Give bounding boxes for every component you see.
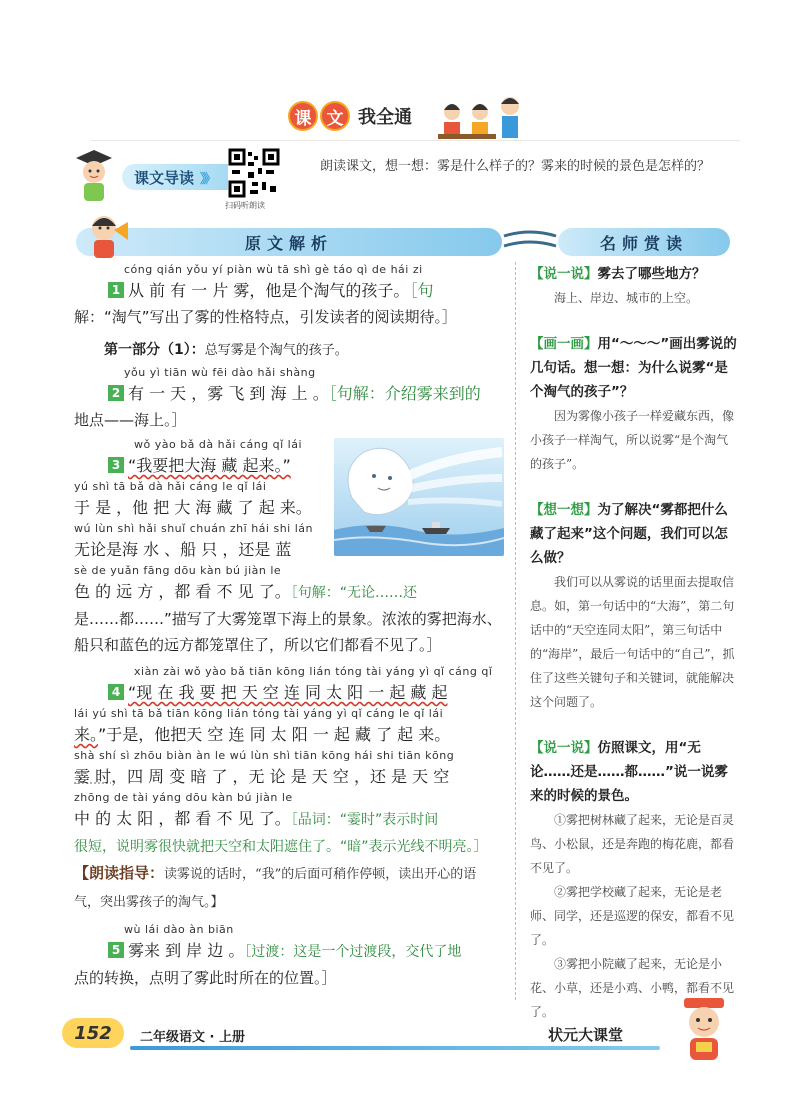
- note-block-3: [530, 498, 738, 714]
- text-line: ，四 周 变 暗 了 ，无 论 是 天 空 ，还 是 天 空: [111, 767, 450, 786]
- annotation: ［句解：“无论……还: [290, 585, 417, 601]
- pinyin-line: cóng qián yǒu yí piàn wù tā shì gè táo qì de hái zi: [124, 263, 423, 276]
- title-text: 我全通: [358, 107, 412, 128]
- fog-illustration: [334, 438, 504, 556]
- pinyin-line: shà shí sì zhōu biàn àn le wú lùn shì tiān kōng hái shi tiān kōng: [74, 749, 455, 762]
- section-left-title: 原文解析: [76, 228, 502, 256]
- book-title: 二年级语文 · 上册: [140, 1030, 245, 1045]
- chevron-right-icon: 》》: [200, 171, 214, 187]
- megaphone-kid-icon: [82, 210, 134, 260]
- note-block-1: [530, 262, 738, 310]
- kids-reading-icon: [438, 94, 528, 142]
- note-question: 仿照课文，用“无论……还是……都……”说一说雾来的时候的景色。: [530, 740, 728, 804]
- paragraph-number: 5: [108, 942, 124, 958]
- brand-name: 状元大课堂: [548, 1026, 624, 1044]
- section-title: [288, 96, 412, 136]
- note-answer: ①雾把树林藏了起来，无论是百灵鸟、小松鼠，还是奔跑的梅花鹿，都看不见了。: [530, 813, 735, 875]
- original-text-column: [74, 262, 502, 991]
- text-line: 来。: [74, 725, 99, 744]
- pinyin-line: yú shì tā bǎ dà hǎi cáng le qǐ lái: [74, 480, 267, 493]
- paragraph-number: 3: [108, 457, 124, 473]
- annotation: ［过渡：这是一个过渡段，交代了地: [244, 944, 462, 960]
- qr-caption: 扫码听朗读: [225, 201, 265, 210]
- note-block-2: [530, 332, 738, 476]
- paragraph-5: [74, 922, 502, 991]
- header-divider: [90, 140, 740, 141]
- note-tag: 【说一说】: [530, 740, 598, 756]
- footer-divider: [130, 1046, 660, 1050]
- page-header: [0, 88, 800, 148]
- note-answer: ③雾把小院藏了起来，无论是小花、小草，还是小鸡、小鸭，都看不见了。: [530, 957, 735, 1019]
- reading-guide-text: 读雾说的话时，“我”的后面可稍作停顿，读出开心的语气，突出雾孩子的淘气。】: [74, 867, 477, 910]
- note-tag: 【想一想】: [530, 502, 598, 518]
- annotation: 是……都……”描写了大雾笼罩下海上的景象。浓浓的雾把海水、船只和蓝色的远方都笼罩住了，所以它们都看不见了。］: [74, 610, 502, 654]
- part-label: 第一部分（1）：: [104, 342, 205, 358]
- note-question: 用“～～～”画出雾说的几句话。想一想：为什么说雾“是个淘气的孩子”？: [530, 336, 737, 400]
- pinyin-line: wú lùn shì hǎi shuǐ chuán zhī hái shi lán: [74, 522, 313, 535]
- part-summary: [74, 336, 502, 365]
- pinyin-line: zhōng de tài yáng dōu kàn bú jiàn le: [74, 791, 293, 804]
- pinyin-line: wù lái dào àn biān: [124, 923, 234, 936]
- text-line: 雾来 到 岸 边 。: [128, 941, 245, 960]
- pinyin-line: xiàn zài wǒ yào bǎ tiān kōng lián tóng tài yáng yì qǐ cáng qǐ: [134, 665, 493, 678]
- pinyin-line: wǒ yào bǎ dà hǎi cáng qǐ lái: [134, 438, 303, 451]
- note-question: 为了解决“雾都把什么藏了起来”这个问题，我们可以怎么做？: [530, 502, 728, 566]
- note-tag: 【画一画】: [530, 336, 598, 352]
- pinyin-line: lái yú shì tā bǎ tiān kōng lián tóng tài yáng yì qǐ cáng le qǐ lái: [74, 707, 444, 720]
- paragraph-1: [74, 262, 502, 330]
- reading-guide-label: 【朗读指导：: [74, 864, 165, 882]
- pinyin-line: sè de yuǎn fāng dōu kàn bú jiàn le: [74, 564, 282, 577]
- graduate-kid-icon: [70, 148, 118, 204]
- annotation: ［品词：“霎时”表示时间: [290, 812, 439, 828]
- annotation: 地点——海上。］: [74, 411, 187, 429]
- text-line: 于 是 ，他 把 大 海 藏 了 起 来。: [74, 498, 312, 517]
- paragraph-2: [74, 365, 502, 433]
- note-answer: 因为雾像小孩子一样爱藏东西，像小孩子一样淘气，所以说雾“是个淘气的孩子”。: [530, 409, 735, 471]
- teacher-notes-column: [530, 262, 738, 1040]
- note-answer: 海上、岸边、城市的上空。: [554, 291, 699, 305]
- section-right-title: 名师赏读: [558, 228, 730, 256]
- paragraph-number: 1: [108, 282, 124, 298]
- text-line: 有 一 天 ，雾 飞 到 海 上 。: [128, 384, 329, 403]
- note-question: 雾去了哪些地方？: [597, 266, 706, 282]
- title-badge-1: 课: [288, 101, 318, 131]
- text-line: ”于是，他把天 空 连 同 太 阳 一 起 藏 了 起 来。: [98, 725, 451, 744]
- text-line: 中 的 太 阳 ，都 看 不 见 了。: [74, 809, 291, 828]
- note-answer: 我们可以从雾说的话里面去提取信息。如，第一句话中的“大海”，第二句话中的“天空连同太阳”，第三句话中的“海岸”，最后一句话中的“自己”，抓住了这些关键句子和关键词，就能解决这个问题了。: [530, 575, 735, 709]
- binder-clip-icon: [500, 226, 560, 256]
- text-line: 从 前 有 一 片 雾，他是个淘气的孩子。: [128, 281, 410, 300]
- note-tag: 【说一说】: [530, 266, 598, 282]
- note-block-4: [530, 736, 738, 1024]
- paragraph-number: 4: [108, 684, 124, 700]
- paragraph-4: [74, 664, 502, 916]
- guide-text: 朗读课文，想一想：雾是什么样子的？雾来的时候的景色是怎样的？: [320, 159, 711, 174]
- text-line: 霎 时: [74, 767, 112, 786]
- pinyin-line: yǒu yì tiān wù fēi dào hǎi shàng: [124, 366, 316, 379]
- text-line: 无论是海 水 、船 只 ，还是 蓝: [74, 540, 292, 559]
- text-line: “我要把大海 藏 起来。”: [128, 456, 291, 475]
- note-answer: ②雾把学校藏了起来，无论是老师、同学，还是巡逻的保安，都看不见了。: [530, 885, 735, 947]
- text-line: 色 的 远 方 ，都 看 不 见 了。: [74, 582, 291, 601]
- part-text: 总写雾是个淘气的孩子。: [204, 343, 348, 358]
- scholar-mascot-icon: [672, 996, 736, 1066]
- qr-code-icon[interactable]: [228, 148, 280, 198]
- lesson-guide: [62, 148, 752, 210]
- title-badge-2: 文: [320, 101, 350, 131]
- page-footer: [60, 1018, 750, 1058]
- text-line: “现 在 我 要 把 天 空 连 同 太 阳 一 起 藏 起: [128, 683, 448, 702]
- column-divider: [515, 262, 516, 1000]
- paragraph-number: 2: [108, 385, 124, 401]
- page-number: 152: [62, 1018, 124, 1048]
- annotation: 点的转换，点明了雾此时所在的位置。］: [74, 969, 337, 987]
- annotation: 解：“淘气”写出了雾的性格特点，引发读者的阅读期待。］: [74, 308, 458, 326]
- annotation: ［句解：介绍雾来到的: [328, 384, 481, 403]
- annotation: 很短，说明雾很快就把天空和太阳遮住了。“暗”表示光线不明亮。］: [74, 839, 488, 855]
- guide-label-text: 课文导读: [134, 168, 195, 187]
- annotation: ［句: [409, 281, 434, 300]
- section-bar: [76, 224, 730, 258]
